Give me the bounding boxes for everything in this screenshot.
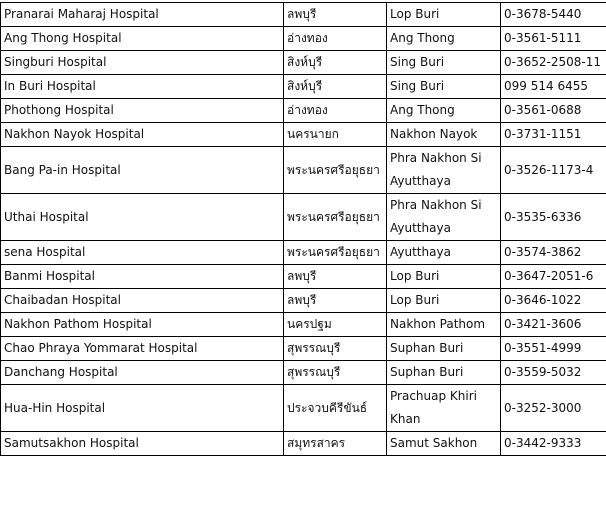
hospital-name-cell: Banmi Hospital bbox=[1, 265, 284, 289]
province-thai-cell: สิงห์บุรี bbox=[284, 75, 387, 99]
hospital-name-cell: sena Hospital bbox=[1, 241, 284, 265]
province-thai-cell: พระนครศรีอยุธยา bbox=[284, 147, 387, 194]
table-row bbox=[1, 241, 606, 265]
province-thai-cell: นครปฐม bbox=[284, 313, 387, 337]
hospital-name-cell: Singburi Hospital bbox=[1, 51, 284, 75]
province-thai-cell: ลพบุรี bbox=[284, 289, 387, 313]
phone-cell: 0-3678-5440 bbox=[501, 3, 606, 27]
hospital-name-cell: Nakhon Nayok Hospital bbox=[1, 123, 284, 147]
province-thai-cell: ประจวบคีรีขันธ์ bbox=[284, 385, 387, 432]
hospital-name-cell: Ang Thong Hospital bbox=[1, 27, 284, 51]
hospital-name-cell: Samutsakhon Hospital bbox=[1, 432, 284, 456]
table-row bbox=[1, 51, 606, 75]
province-english-cell: Nakhon Nayok bbox=[387, 123, 501, 147]
province-english-cell: Ayutthaya bbox=[387, 241, 501, 265]
table-row bbox=[1, 75, 606, 99]
province-english-cell: Nakhon Pathom bbox=[387, 313, 501, 337]
table-row bbox=[1, 147, 606, 194]
hospital-name-cell: Nakhon Pathom Hospital bbox=[1, 313, 284, 337]
province-english-cell: Phra Nakhon Si Ayutthaya bbox=[387, 147, 501, 194]
table-row bbox=[1, 313, 606, 337]
province-english-cell: Sing Buri bbox=[387, 75, 501, 99]
province-english-cell: Lop Buri bbox=[387, 265, 501, 289]
province-thai-cell: อ่างทอง bbox=[284, 99, 387, 123]
hospital-name-cell: Danchang Hospital bbox=[1, 361, 284, 385]
table-row bbox=[1, 385, 606, 432]
province-english-cell: Ang Thong bbox=[387, 27, 501, 51]
phone-cell: 0-3535-6336 bbox=[501, 194, 606, 241]
province-english-cell: Ang Thong bbox=[387, 99, 501, 123]
phone-cell: 0-3252-3000 bbox=[501, 385, 606, 432]
province-english-cell: Lop Buri bbox=[387, 3, 501, 27]
province-thai-cell: อ่างทอง bbox=[284, 27, 387, 51]
hospital-table bbox=[0, 2, 606, 456]
phone-cell: 0-3646-1022 bbox=[501, 289, 606, 313]
phone-cell: 0-3574-3862 bbox=[501, 241, 606, 265]
phone-cell: 0-3561-0688 bbox=[501, 99, 606, 123]
phone-cell: 099 514 6455 bbox=[501, 75, 606, 99]
phone-cell: 0-3731-1151 bbox=[501, 123, 606, 147]
province-thai-cell: สุพรรณบุรี bbox=[284, 361, 387, 385]
table-row bbox=[1, 337, 606, 361]
table-row bbox=[1, 99, 606, 123]
hospital-table-body bbox=[1, 3, 606, 456]
province-thai-cell: พระนครศรีอยุธยา bbox=[284, 194, 387, 241]
province-thai-cell: ลพบุรี bbox=[284, 3, 387, 27]
table-row bbox=[1, 361, 606, 385]
hospital-name-cell: Hua-Hin Hospital bbox=[1, 385, 284, 432]
table-row bbox=[1, 432, 606, 456]
province-thai-cell: สมุทรสาคร bbox=[284, 432, 387, 456]
hospital-name-cell: In Buri Hospital bbox=[1, 75, 284, 99]
hospital-name-cell: Chaibadan Hospital bbox=[1, 289, 284, 313]
province-english-cell: Suphan Buri bbox=[387, 337, 501, 361]
province-english-cell: Phra Nakhon Si Ayutthaya bbox=[387, 194, 501, 241]
phone-cell: 0-3551-4999 bbox=[501, 337, 606, 361]
hospital-name-cell: Bang Pa-in Hospital bbox=[1, 147, 284, 194]
province-thai-cell: นครนายก bbox=[284, 123, 387, 147]
phone-cell: 0-3421-3606 bbox=[501, 313, 606, 337]
phone-cell: 0-3526-1173-4 bbox=[501, 147, 606, 194]
phone-cell: 0-3561-5111 bbox=[501, 27, 606, 51]
province-english-cell: Lop Buri bbox=[387, 289, 501, 313]
table-row bbox=[1, 3, 606, 27]
table-row bbox=[1, 194, 606, 241]
hospital-name-cell: Pranarai Maharaj Hospital bbox=[1, 3, 284, 27]
province-thai-cell: พระนครศรีอยุธยา bbox=[284, 241, 387, 265]
province-thai-cell: สุพรรณบุรี bbox=[284, 337, 387, 361]
hospital-name-cell: Chao Phraya Yommarat Hospital bbox=[1, 337, 284, 361]
province-english-cell: Samut Sakhon bbox=[387, 432, 501, 456]
table-row bbox=[1, 265, 606, 289]
phone-cell: 0-3647-2051-6 bbox=[501, 265, 606, 289]
phone-cell: 0-3559-5032 bbox=[501, 361, 606, 385]
province-english-cell: Prachuap Khiri Khan bbox=[387, 385, 501, 432]
table-row bbox=[1, 289, 606, 313]
table-row bbox=[1, 27, 606, 51]
hospital-name-cell: Uthai Hospital bbox=[1, 194, 284, 241]
table-row bbox=[1, 123, 606, 147]
phone-cell: 0-3652-2508-11 bbox=[501, 51, 606, 75]
hospital-name-cell: Phothong Hospital bbox=[1, 99, 284, 123]
province-thai-cell: สิงห์บุรี bbox=[284, 51, 387, 75]
province-thai-cell: ลพบุรี bbox=[284, 265, 387, 289]
province-english-cell: Sing Buri bbox=[387, 51, 501, 75]
phone-cell: 0-3442-9333 bbox=[501, 432, 606, 456]
province-english-cell: Suphan Buri bbox=[387, 361, 501, 385]
